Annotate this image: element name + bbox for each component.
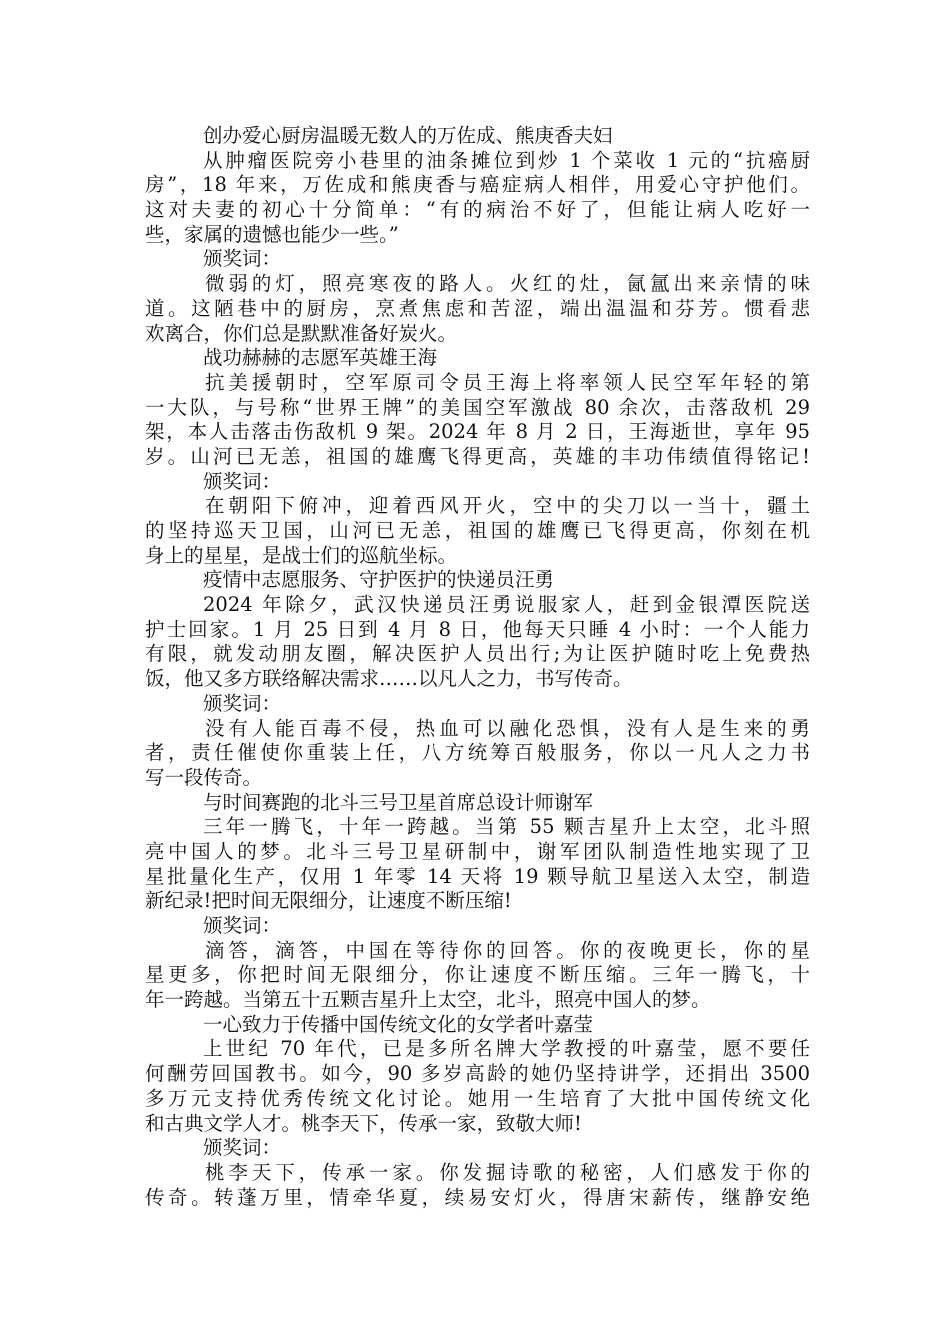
text-line: 星更多，你把时间无限细分，你让速度不断压缩。三年一腾飞，十 bbox=[145, 963, 810, 987]
text-line: 何酬劳回国教书。如今，90 多岁高龄的她仍坚持讲学，还捐出 3500 bbox=[145, 1062, 810, 1086]
text-line: 有限，就发动朋友圈，解决医护人员出行;为让医护随时吃上免费热 bbox=[145, 642, 810, 666]
text-line: 颁奖词： bbox=[203, 1136, 282, 1160]
text-line: 颁奖词： bbox=[203, 247, 282, 271]
text-line: 三年一腾飞，十年一跨越。当第 55 颗吉星升上太空，北斗照 bbox=[203, 815, 810, 839]
text-line: 饭，他又多方联络解决需求……以凡人之力，书写传奇。 bbox=[145, 667, 633, 691]
text-line: 上世纪 70 年代，已是多所名牌大学教授的叶嘉莹，愿不要任 bbox=[203, 1037, 810, 1061]
text-line: 颁奖词： bbox=[203, 914, 282, 937]
text-line: 道。这陋巷中的厨房，烹煮焦虑和苦涩，端出温温和芬芳。惯看悲 bbox=[145, 296, 810, 320]
text-line: 一大队，与号称“世界王牌”的美国空军激战 80 余次，击落敌机 29 bbox=[145, 395, 810, 419]
text-line: 写一段传奇。 bbox=[145, 765, 263, 789]
text-line: 没有人能百毒不侵，热血可以融化恐惧，没有人是生来的勇 bbox=[205, 716, 810, 740]
text-line: 年一跨越。当第五十五颗吉星升上太空，北斗，照亮中国人的梦。 bbox=[145, 988, 711, 1012]
text-line: 2024 年除夕，武汉快递员汪勇说服家人，赶到金银潭医院送 bbox=[203, 593, 810, 617]
text-line: 颁奖词： bbox=[203, 691, 282, 715]
text-line: 新纪录!把时间无限细分，让速度不断压缩! bbox=[145, 889, 512, 913]
text-line: 微弱的灯，照亮寒夜的路人。火红的灶，氤氲出来亲情的味 bbox=[205, 272, 810, 296]
text-line: 护士回家。1 月 25 日到 4 月 8 日，他每天只睡 4 小时：一个人能力 bbox=[145, 617, 810, 641]
text-line: 在朝阳下俯冲，迎着西风开火，空中的尖刀以一当十，疆土 bbox=[205, 494, 810, 518]
text-line: 身上的星星，是战士们的巡航坐标。 bbox=[145, 543, 458, 567]
text-line: 抗美援朝时，空军原司令员王海上将率领人民空军年轻的第 bbox=[205, 370, 810, 394]
text-line: 传奇。转蓬万里，情牵华夏，续易安灯火，得唐宋薪传，继静安绝 bbox=[145, 1185, 810, 1209]
text-line: 战功赫赫的志愿军英雄王海 bbox=[203, 346, 438, 370]
text-line: 滴答，滴答，中国在等待你的回答。你的夜晚更长，你的星 bbox=[205, 938, 810, 962]
text-line: 和古典文学人才。桃李天下，传承一家，致敬大师! bbox=[145, 1111, 582, 1135]
text-line: 颁奖词： bbox=[203, 469, 282, 493]
text-line: 一心致力于传播中国传统文化的女学者叶嘉莹 bbox=[203, 1012, 594, 1036]
document-body bbox=[145, 124, 810, 1210]
text-line: 岁。山河已无恙，祖国的雄鹰飞得更高，英雄的丰功伟绩值得铭记! bbox=[145, 444, 810, 468]
text-line: 房”，18 年来，万佐成和熊庚香与癌症病人相伴，用爱心守护他们。 bbox=[145, 173, 810, 197]
text-line: 些，家属的遗憾也能少一些。” bbox=[145, 222, 399, 246]
text-line: 这对夫妻的初心十分简单：“有的病治不好了，但能让病人吃好一 bbox=[145, 198, 810, 222]
text-line: 者，责任催使你重装上任，八方统筹百般服务，你以一凡人之力书 bbox=[145, 741, 810, 765]
text-line: 创办爱心厨房温暖无数人的万佐成、熊庚香夫妇 bbox=[203, 124, 613, 147]
text-line: 架，本人击落击伤敌机 9 架。2024 年 8 月 2 日，王海逝世，享年 95 bbox=[145, 420, 810, 444]
text-line: 亮中国人的梦。北斗三号卫星研制中，谢军团队制造性地实现了卫 bbox=[145, 839, 810, 863]
text-line: 与时间赛跑的北斗三号卫星首席总设计师谢军 bbox=[203, 790, 594, 814]
text-line: 桃李天下，传承一家。你发掘诗歌的秘密，人们感发于你的 bbox=[205, 1160, 810, 1184]
text-line: 欢离合，你们总是默默准备好炭火。 bbox=[145, 321, 458, 345]
text-line: 从肿瘤医院旁小巷里的油条摊位到炒 1 个菜收 1 元的“抗癌厨 bbox=[203, 148, 810, 172]
text-line: 疫情中志愿服务、守护医护的快递员汪勇 bbox=[203, 568, 555, 592]
text-line: 多万元支持优秀传统文化讨论。她用一生培育了大批中国传统文化 bbox=[145, 1086, 810, 1110]
text-line: 的坚持巡天卫国，山河已无恙，祖国的雄鹰已飞得更高，你刻在机 bbox=[145, 519, 810, 542]
text-line: 星批量化生产，仅用 1 年零 14 天将 19 颗导航卫星送入太空，制造 bbox=[145, 864, 810, 888]
